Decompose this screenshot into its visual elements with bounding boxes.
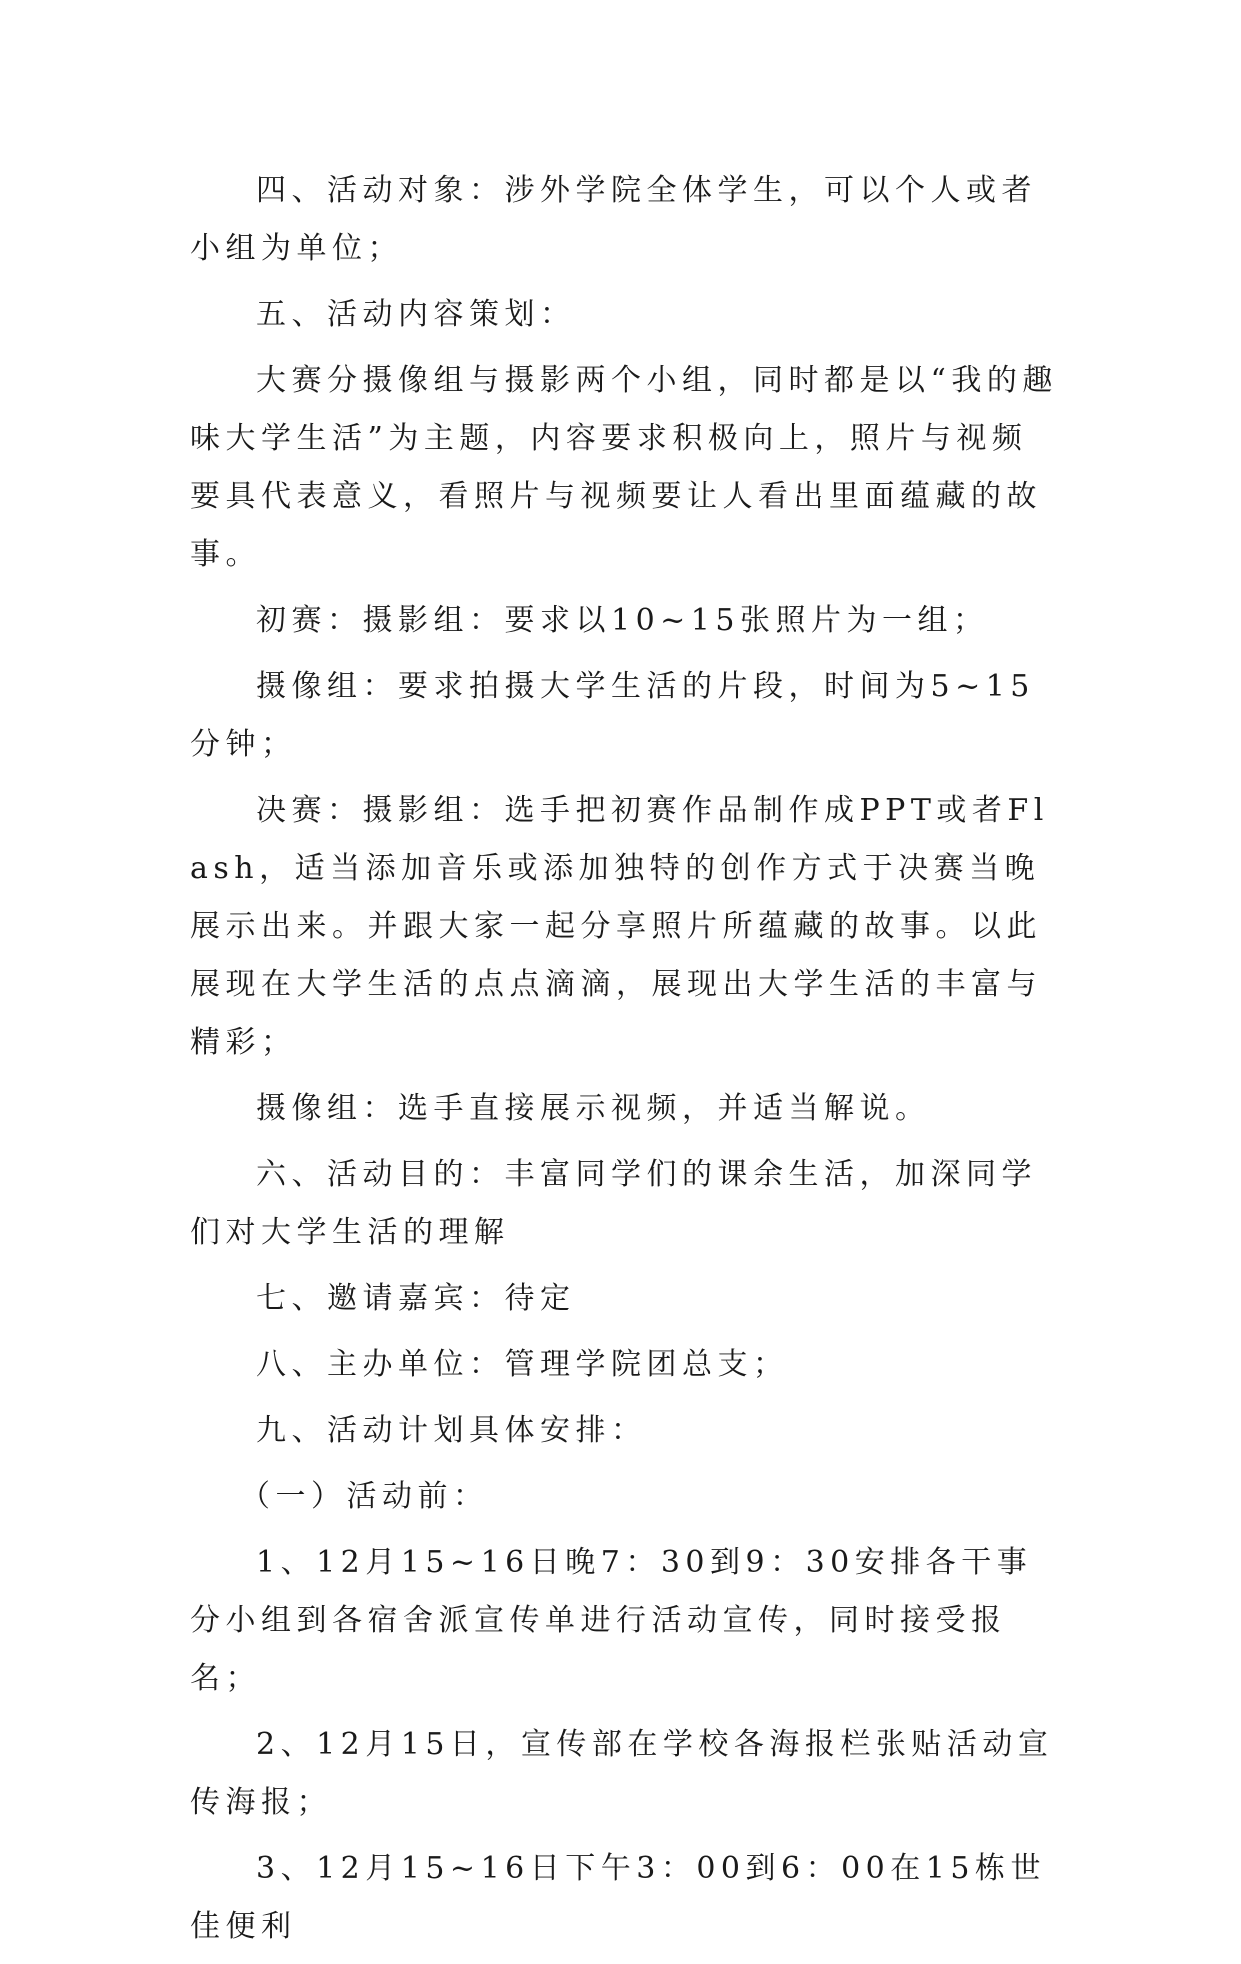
paragraph-preliminary-photo: 初赛：摄影组：要求以10~15张照片为一组； xyxy=(256,603,989,638)
paragraph-preliminary-video: 摄像组：要求拍摄大学生活的片段，时间为5~15分钟； xyxy=(190,669,1035,762)
paragraph-activity-purpose: 六、活动目的：丰富同学们的课余生活，加深同学们对大学生活的理解 xyxy=(190,1157,1037,1250)
paragraph-contest-description: 大赛分摄像组与摄影两个小组，同时都是以“我的趣味大学生活”为主题，内容要求积极向上，照片与视频要具代表意义，看照片与视频要让人看出里面蕴藏的故事。 xyxy=(190,363,1058,572)
paragraph-content-plan-heading: 五、活动内容策划： xyxy=(256,297,576,332)
paragraph-before-activity: （一）活动前： xyxy=(240,1479,489,1514)
paragraph-schedule-item-3: 3、12月15~16日下午3：00到6：00在15栋世佳便利 xyxy=(190,1851,1046,1944)
paragraph-final-video: 摄像组：选手直接展示视频，并适当解说。 xyxy=(256,1091,931,1126)
paragraph-invited-guests: 七、邀请嘉宾：待定 xyxy=(256,1281,576,1316)
document-body xyxy=(190,162,1060,1964)
paragraph-schedule-item-2: 2、12月15日，宣传部在学校各海报栏张贴活动宣传海报； xyxy=(190,1727,1054,1820)
paragraph-schedule-item-1: 1、12月15~16日晚7：30到9：30安排各干事分小组到各宿舍派宣传单进行活动宣传，同时接受报名； xyxy=(190,1545,1033,1696)
paragraph-organizer: 八、主办单位：管理学院团总支； xyxy=(256,1347,789,1382)
paragraph-final-photo: 决赛：摄影组：选手把初赛作品制作成PPT或者Flash，适当添加音乐或添加独特的创作方式于决赛当晚展示出来。并跟大家一起分享照片所蕴藏的故事。以此展现在大学生活的点点滴滴，展现出大学生活的丰富与精彩； xyxy=(190,793,1049,1060)
paragraph-schedule-heading: 九、活动计划具体安排： xyxy=(256,1413,647,1448)
paragraph-activity-target: 四、活动对象：涉外学院全体学生，可以个人或者小组为单位； xyxy=(190,173,1037,266)
